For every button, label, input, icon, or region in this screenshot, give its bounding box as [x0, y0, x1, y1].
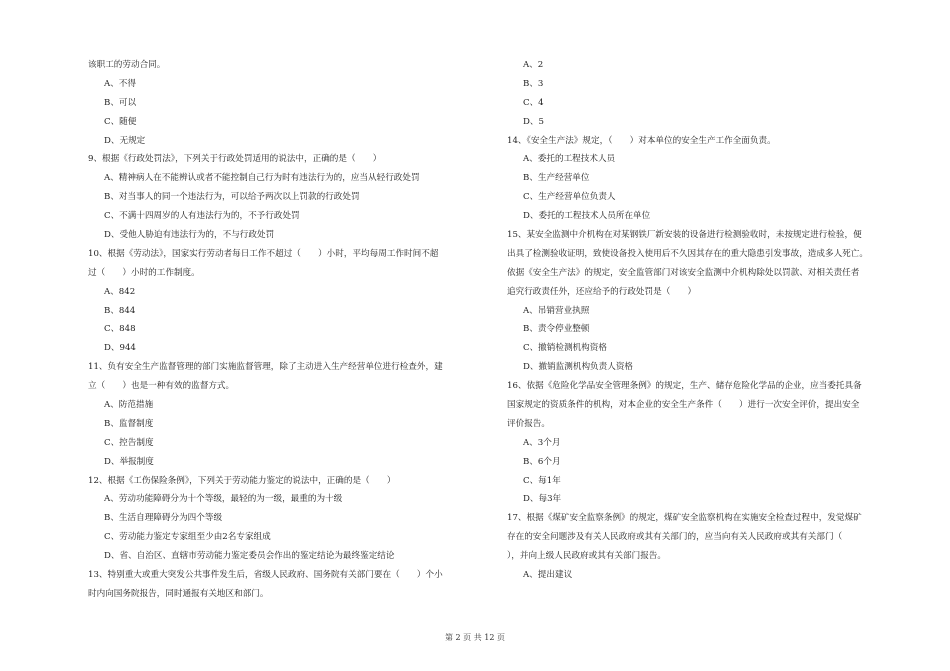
answer-option: B、可以 [104, 97, 137, 108]
answer-option: D、举报制度 [104, 456, 154, 467]
answer-option: B、生产经营单位 [523, 173, 590, 184]
answer-option: B、监督制度 [104, 418, 154, 429]
answer-option: D、944 [104, 343, 136, 354]
question-continuation: 过（ ）小时的工作制度。 [88, 267, 200, 278]
question-stem: 16、依据《危险化学品安全管理条例》的规定，生产、储存危险化学品的企业，应当委托具备 [507, 381, 862, 392]
question-stem: 15、某安全监测中介机构在对某钢铁厂新安装的设备进行检测验收时，未按规定进行检验，便 [507, 230, 862, 241]
answer-option: C、848 [104, 324, 136, 335]
question-stem: 14、《安全生产法》规定，（ ）对本单位的安全生产工作全面负责。 [507, 135, 776, 146]
question-continuation: 该职工的劳动合同。 [88, 60, 166, 70]
answer-option: C、生产经营单位负责人 [523, 192, 616, 203]
answer-option: C、撤销检测机构资格 [523, 343, 607, 354]
answer-option: D、委托的工程技术人员所在单位 [523, 211, 651, 222]
answer-option: B、3 [523, 78, 544, 89]
answer-option: A、吊销营业执照 [523, 305, 590, 316]
question-continuation: ），并向上级人民政府或其有关部门报告。 [507, 551, 666, 562]
question-continuation: 国家规定的资质条件的机构，对本企业的安全生产条件（ ）进行一次安全评价，提出安全 [507, 400, 860, 411]
question-continuation: 立（ ）也是一种有效的监督方式。 [88, 381, 235, 392]
question-stem: 11、负有安全生产监督管理的部门实施监督管理，除了主动进入生产经营单位进行检查外，建 [88, 362, 443, 373]
answer-option: A、劳动功能障碍分为十个等级，最轻的为一级，最重的为十级 [104, 494, 343, 505]
question-continuation: 存在的安全问题涉及有关人民政府或其有关部门的，应当向有关人民政府或其有关部门（ [507, 532, 843, 543]
answer-option: D、每3年 [523, 494, 562, 505]
answer-option: D、受他人胁迫有违法行为的，不与行政处罚 [104, 230, 275, 241]
answer-option: A、842 [104, 286, 136, 297]
question-continuation: 出具了检测验收证明，致使设备投入使用后不久因其存在的重大隐患引发事故，造成多人死亡。 [507, 248, 868, 259]
question-continuation: 依据《安全生产法》的规定，安全监管部门对该安全监测中介机构除处以罚款、对相关责任者 [507, 267, 860, 278]
question-continuation: 评价报告。 [507, 418, 550, 429]
question-stem: 13、特别重大或重大突发公共事件发生后，省级人民政府、国务院有关部门要在（ ）个小 [88, 570, 443, 581]
answer-option: D、无规定 [104, 135, 146, 146]
answer-option: C、随便 [104, 116, 137, 127]
answer-option: C、劳动能力鉴定专家组至少由2名专家组成 [104, 532, 271, 543]
right-column [507, 56, 912, 585]
answer-option: B、责令停业整顿 [523, 324, 590, 335]
answer-option: B、844 [104, 305, 136, 316]
answer-option: D、5 [523, 116, 544, 127]
answer-option: A、委托的工程技术人员 [523, 154, 616, 165]
answer-option: B、生活自理障碍分为四个等级 [104, 513, 223, 524]
answer-option: B、对当事人的同一个违法行为，可以给予两次以上罚款的行政处罚 [104, 192, 360, 203]
answer-option: C、4 [523, 97, 544, 108]
answer-option: C、每1年 [523, 475, 561, 486]
answer-option: A、提出建议 [523, 570, 573, 581]
question-continuation: 追究行政责任外，还应给予的行政处罚是（ ） [507, 286, 697, 297]
question-stem: 17、根据《煤矿安全监察条例》的规定，煤矿安全监察机构在实施安全检查过程中，发觉煤矿 [507, 513, 862, 524]
answer-option: D、省、自治区、直辖市劳动能力鉴定委员会作出的鉴定结论为最终鉴定结论 [104, 551, 395, 562]
answer-option: C、不满十四周岁的人有违法行为的，不予行政处罚 [104, 211, 300, 222]
question-stem: 9、根据《行政处罚法》，下列关于行政处罚适用的说法中，正确的是（ ） [88, 154, 382, 165]
answer-option: A、精神病人在不能辨认或者不能控制自己行为时有违法行为的，应当从轻行政处罚 [104, 173, 420, 184]
page-footer: 第 2 页 共 12 页 [445, 633, 505, 642]
question-stem: 12、根据《工伤保险条例》，下列关于劳动能力鉴定的说法中，正确的是（ ） [88, 475, 396, 486]
answer-option: A、3个月 [523, 437, 561, 448]
answer-option: D、撤销监测机构负责人资格 [523, 362, 634, 373]
answer-option: B、6个月 [523, 456, 561, 467]
left-column [88, 56, 488, 604]
question-continuation: 时内向国务院报告，同时通报有关地区和部门。 [88, 588, 269, 599]
answer-option: A、不得 [104, 78, 136, 89]
answer-option: C、控告制度 [104, 437, 154, 448]
answer-option: A、2 [523, 60, 544, 70]
answer-option: A、防范措施 [104, 400, 154, 411]
question-stem: 10、根据《劳动法》，国家实行劳动者每日工作不超过（ ）小时，平均每周工作时间不超 [88, 248, 439, 259]
